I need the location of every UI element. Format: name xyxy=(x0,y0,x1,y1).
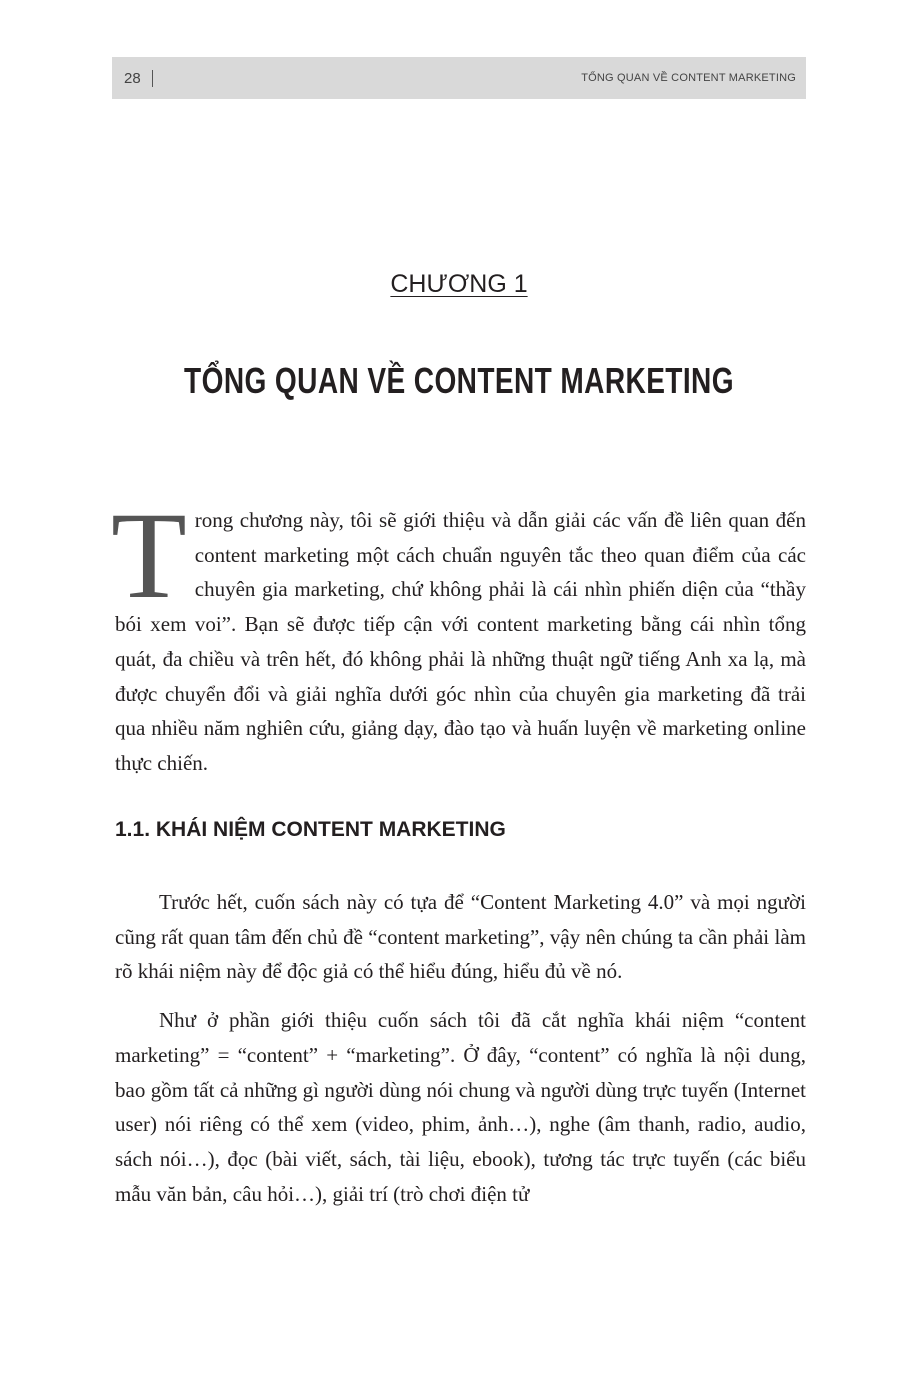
body-paragraph: Như ở phần giới thiệu cuốn sách tôi đã cắt nghĩa khái niệm “content marketing” = “content” + “marketing”. Ở đây, “content” có nghĩa là nội dung, bao gồm tất cả những gì người dùng nói chung và người dùng trực tuyến (Internet user) nói riêng có thể xem (video, phim, ảnh…), nghe (âm thanh, radio, audio, sách nói…), đọc (bài viết, sách, tài liệu, ebook), tương tác trực tuyến (các biểu mẫu văn bản, câu hỏi…), giải trí (trò chơi điện tử xyxy=(115,1008,806,1206)
body-paragraph: Trước hết, cuốn sách này có tựa để “Content Marketing 4.0” và mọi người cũng rất quan tâm đến chủ đề “content marketing”, vậy nên chúng ta cần phải làm rõ khái niệm này để độc giả có thể hiểu đúng, hiểu đủ về nó. xyxy=(115,890,806,984)
intro-paragraph xyxy=(111,487,806,781)
header-divider xyxy=(152,70,153,87)
chapter-label-text: CHƯƠNG 1 xyxy=(390,270,528,298)
running-title: TỔNG QUAN VỀ CONTENT MARKETING xyxy=(581,72,796,84)
chapter-title: TỔNG QUAN VỀ CONTENT MARKETING xyxy=(184,360,734,401)
chapter-label xyxy=(0,270,918,299)
intro-text: rong chương này, tôi sẽ giới thiệu và dẫn giải các vấn đề liên quan đến content marketing một cách chuẩn nguyên tắc theo quan điểm của các chuyên gia marketing, chứ không phải là cái nhìn phiến diện của “thầy bói xem voi”. Bạn sẽ được tiếp cận với content marketing bằng cái nhìn tổng quát, đa chiều và trên hết, đó không phải là những thuật ngữ tiếng Anh xa lạ, mà được chuyển đổi và giải nghĩa dưới góc nhìn của chuyên gia marketing đã trải qua nhiều năm nghiên cứu, giảng dạy, đào tạo và huấn luyện về marketing online thực chiến. xyxy=(115,508,806,775)
drop-cap: T xyxy=(111,487,187,624)
page-number: 28 xyxy=(124,69,141,87)
running-header xyxy=(112,57,806,99)
section-heading: 1.1. KHÁI NIỆM CONTENT MARKETING xyxy=(115,818,506,841)
page-number-group xyxy=(124,70,153,87)
section-body xyxy=(115,885,806,1225)
